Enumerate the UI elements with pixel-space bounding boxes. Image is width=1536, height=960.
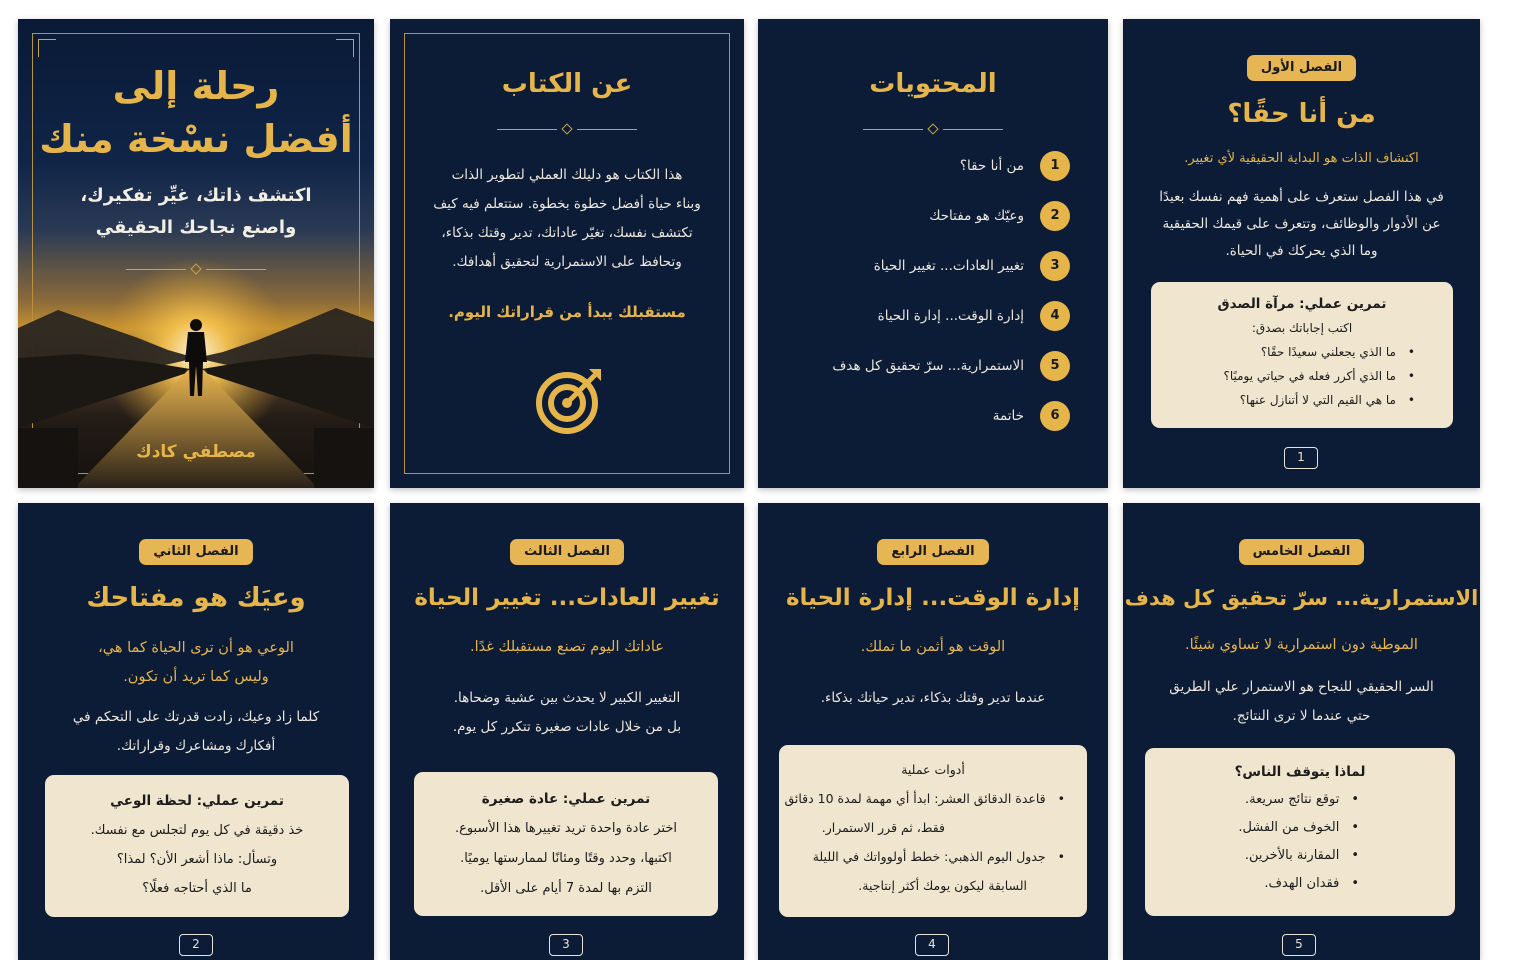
exercise-title: أدوات عملية <box>901 762 965 777</box>
item-line: السابقة ليكون يومك أكثر إنتاجية. <box>858 878 1027 893</box>
chapter-body <box>1123 184 1480 265</box>
about-line: هذا الكتاب هو دليلك العملي لتطوير الذات <box>451 167 683 183</box>
about-body <box>390 161 744 277</box>
body-line: عن الأدوار والوظائف، وتتعرف على قيمك الحقيقية <box>1162 216 1441 232</box>
target-icon <box>533 363 607 437</box>
exercise-item: • فقدان الهدف. <box>1145 870 1359 898</box>
cover-author: مصطفي كادك <box>136 442 256 462</box>
chapter-badge: الفصل الخامس <box>1239 539 1365 565</box>
body-line: عندما تدير وقتك بذكاء، تدير حياتك بذكاء. <box>820 690 1046 706</box>
exercise-line: اكتبها، وحدد وقتًا ومئانًا لممارستها يوميًا. <box>460 851 672 866</box>
chapter-tagline: الموطية دون استمرارية لا تساوي شيئًا. <box>1185 637 1418 653</box>
exercise-item: • ما هي القيم التي لا أتنازل عنها؟ <box>1151 388 1415 412</box>
body-line: أفكارك ومشاعرك وقراراتك. <box>116 738 276 754</box>
exercise-title: تمرين عملي: عادة صغيرة <box>481 791 651 807</box>
chapter-2-page <box>18 503 374 960</box>
chapter-body <box>1123 673 1480 731</box>
exercise-intro: اكتب إجاباتك بصدق: <box>1251 321 1353 335</box>
page-title: عن الكتاب <box>501 69 633 99</box>
exercise-title: تمرين عملي: لحظة الوعي <box>110 793 284 809</box>
cover-subtitle-line1: اكتشف ذاتك، غيِّر تفكيرك، <box>80 185 312 206</box>
exercise-box <box>45 775 349 917</box>
body-line: وما الذي يحركك في الحياة. <box>1225 243 1378 259</box>
body-line: في هذا الفصل ستعرف على أهمية فهم نفسك بعيدًا <box>1159 189 1444 205</box>
toc-label: تغيير العادات... تغيير الحياة <box>873 258 1024 274</box>
chapter-tagline <box>18 634 374 692</box>
chapter-badge: الفصل الثالث <box>510 539 624 565</box>
title-divider <box>758 123 1108 135</box>
item-line: قاعدة الدقائق العشر: ابدأ أي مهمة لمدة 10 دقائق <box>784 791 1046 806</box>
exercise-title: تمرين عملي: مرآة الصدق <box>1217 296 1387 312</box>
toc-label: إدارة الوقت... إدارة الحياة <box>877 308 1024 324</box>
page-number: 3 <box>549 934 583 956</box>
toc-label: وعيّك هو مفتاحك <box>929 208 1024 224</box>
toc-number: 1 <box>1040 151 1070 181</box>
chapter-badge: الفصل الأول <box>1247 55 1356 81</box>
toc-label: خاتمة <box>992 408 1024 424</box>
exercise-item: • المقارنة بالأخرين. <box>1145 842 1359 870</box>
exercise-box <box>779 745 1087 917</box>
chapter-title: من أنا حقًا؟ <box>1227 99 1376 129</box>
toc-label: من أنا حقا؟ <box>959 158 1024 174</box>
about-page <box>390 19 744 488</box>
exercise-list <box>1145 786 1455 898</box>
toc-item[interactable] <box>758 349 1108 383</box>
exercise-box <box>414 772 718 916</box>
exercise-line: وتسأل: ماذا أشعر الأن؟ لمذا؟ <box>116 852 278 867</box>
body-line: التغيير الكبير لا يحدث بين عشية وضحاها. <box>453 690 681 706</box>
chapter-body <box>18 703 374 761</box>
toc-item[interactable] <box>758 399 1108 433</box>
exercise-item: • ما الذي يجعلني سعيدًا حقًا؟ <box>1151 340 1415 364</box>
toc-number: 6 <box>1040 401 1070 431</box>
title-divider <box>390 123 744 135</box>
chapter-badge: الفصل الرابع <box>877 539 988 565</box>
toc-number: 2 <box>1040 201 1070 231</box>
toc-item[interactable] <box>758 299 1108 333</box>
chapter-body <box>390 684 744 742</box>
toc-number: 4 <box>1040 301 1070 331</box>
chapter-tagline: اكتشاف الذات هو البداية الحقيقية لأي تغيير. <box>1184 151 1419 166</box>
cover-subtitle-line2: واصنع نجاحك الحقيقي <box>95 217 297 238</box>
toc-number: 3 <box>1040 251 1070 281</box>
contents-page <box>758 19 1108 488</box>
body-line: بل من خلال عادات صغيرة تتكرر كل يوم. <box>452 719 682 735</box>
chapter-title: وعيَك هو مفتاحك <box>86 583 306 613</box>
body-line: حتي عندما لا ترى النتائج. <box>1232 708 1371 724</box>
chapter-tagline: عاداتك اليوم تصنع مستقبلك غدًا. <box>470 639 664 655</box>
corner-ornament <box>38 39 56 57</box>
exercise-item <box>779 784 1065 813</box>
chapter-body <box>758 684 1108 713</box>
about-line: تكتشف نفسك، تغيّر عاداتك، تدير وقتك بذكاء، <box>441 225 693 241</box>
toc-item[interactable] <box>758 249 1108 283</box>
toc-item[interactable] <box>758 199 1108 233</box>
exercise-box <box>1151 282 1453 428</box>
chapter-1-page <box>1123 19 1480 488</box>
tagline-line: وليس كما تريد أن تكون. <box>123 669 269 685</box>
page-number: 1 <box>1284 447 1318 469</box>
toc-number: 5 <box>1040 351 1070 381</box>
about-line: وبناء حياة أفضل خطوة بخطوة. ستتعلم فيه كيف <box>433 196 701 212</box>
chapter-title: الاستمرارية... سرّ تحقيق كل هدف <box>1124 586 1479 610</box>
exercise-item <box>779 842 1065 871</box>
chapter-4-page <box>758 503 1108 960</box>
cover-title-line1: رحلة إلى <box>112 64 280 108</box>
exercise-list <box>1151 340 1453 412</box>
item-line: فقط، ثم قرر الاستمرار. <box>821 820 945 835</box>
exercise-line: ما الذي أحتاجه فعلًا؟ <box>142 881 252 896</box>
body-line: كلما زاد وعيك، زادت قدرتك على التحكم في <box>72 709 320 725</box>
page-title: المحتويات <box>869 69 997 99</box>
exercise-item: • ما الذي أكرر فعله في حياتي يوميًا؟ <box>1151 364 1415 388</box>
exercise-title: لماذا يتوقف الناس؟ <box>1234 764 1366 780</box>
exercise-item: • توقع نتائج سريعة. <box>1145 786 1359 814</box>
corner-ornament <box>336 39 354 57</box>
exercise-list <box>779 784 1087 900</box>
tagline-line: الوعي هو أن ترى الحياة كما هي، <box>98 640 294 656</box>
about-highlight: مستقبلك يبدأ من قراراتك اليوم. <box>448 303 686 321</box>
page-number: 4 <box>915 934 949 956</box>
book-cover <box>18 19 374 488</box>
chapter-title: تغيير العادات... تغيير الحياة <box>414 585 720 611</box>
cover-title-line2: أفضل نسْخة منك <box>39 117 353 161</box>
exercise-line: خذ دقيقة في كل يوم لتجلس مع نفسك. <box>90 823 304 838</box>
about-line: وتحافظ على الاستمرارية لتحقيق أهدافك. <box>452 254 682 270</box>
chapter-badge: الفصل الثاني <box>139 539 252 565</box>
chapter-5-page <box>1123 503 1480 960</box>
toc-item[interactable] <box>758 149 1108 183</box>
item-line: جدول اليوم الذهبي: خطط أولوواتك في الليلة <box>812 849 1046 864</box>
page-number: 2 <box>179 934 213 956</box>
chapter-tagline: الوقت هو أثمن ما تملك. <box>860 639 1006 655</box>
chapter-title: إدارة الوقت... إدارة الحياة <box>785 585 1081 611</box>
chapter-3-page <box>390 503 744 960</box>
exercise-box <box>1145 748 1455 916</box>
body-line: السر الحقيقي للنجاح هو الاستمرار علي الطريق <box>1169 679 1434 695</box>
exercise-line: التزم بها لمدة 7 أيام على الأقل. <box>480 881 652 896</box>
toc-label: الاستمرارية... سرّ تحقيق كل هدف <box>832 358 1024 374</box>
exercise-line: اختر عادة واحدة تريد تغييرها هذا الأسبوع. <box>454 821 678 836</box>
page-number: 5 <box>1282 934 1316 956</box>
exercise-item: • الخوف من الفشل. <box>1145 814 1359 842</box>
